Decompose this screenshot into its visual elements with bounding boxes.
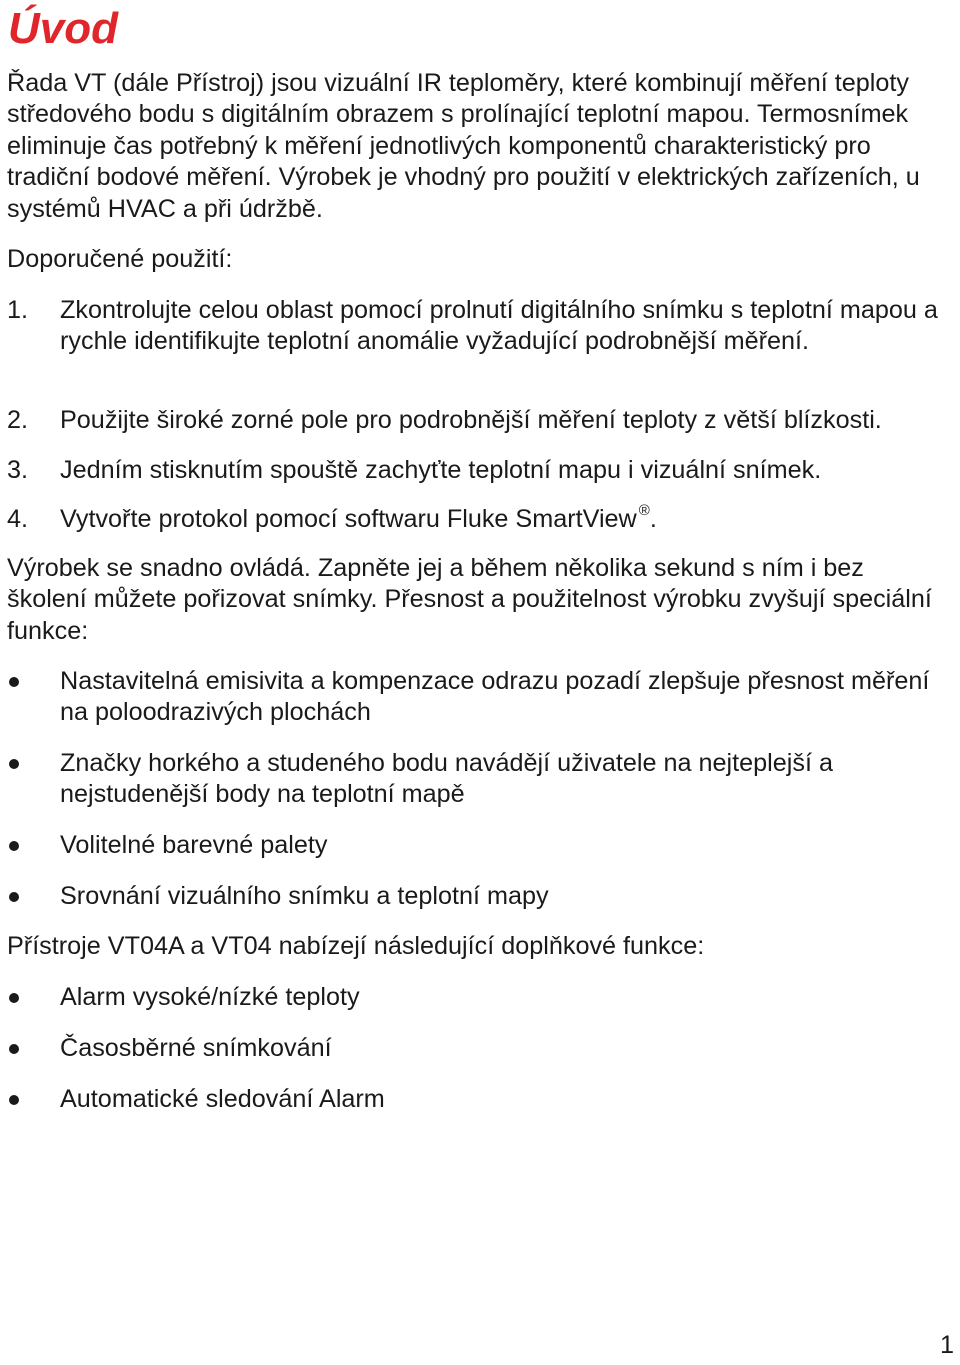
page-title: Úvod	[8, 4, 118, 53]
list-item-text: Jedním stisknutím spouště zachyťte teplotní mapu i vizuální snímek.	[60, 456, 822, 484]
bullet-icon	[9, 1095, 19, 1105]
extra-feature-text: Alarm vysoké/nízké teploty	[60, 983, 360, 1011]
feature-text: Srovnání vizuálního snímku a teplotní mapy	[60, 882, 549, 910]
extra-feature-bullet-item	[7, 982, 950, 1013]
usage-list-item	[7, 295, 950, 358]
list-item-suffix: .	[649, 505, 657, 533]
extra-feature-text: Automatické sledování Alarm	[60, 1085, 385, 1113]
bullet-icon	[9, 841, 19, 851]
intro-paragraph: Řada VT (dále Přístroj) jsou vizuální IR teploměry, které kombinují měření teploty středového bodu s digitálním obrazem s prolínající teplotní mapou. Termosnímek eliminuje čas potřebný k měření jednotlivých komponentů charakteristický pro tradiční bodové měření. Výrobek je vhodný pro použití v elektrických zařízeních, u systémů HVAC a při údržbě.	[7, 69, 920, 223]
ease-of-use-paragraph: Výrobek se snadno ovládá. Zapněte jej a během několika sekund s ním i bez školení můžete pořizovat snímky. Přesnost a použitelnost výrobku zvyšují speciální funkce:	[7, 554, 932, 645]
feature-bullet-item	[7, 881, 950, 912]
bullet-icon	[9, 1044, 19, 1054]
bullet-icon	[9, 677, 19, 687]
usage-list-item	[7, 455, 950, 486]
feature-bullet-item	[7, 748, 950, 811]
list-item-text: Zkontrolujte celou oblast pomocí prolnutí digitálního snímku s teplotní mapou a rychle identifikujte teplotní anomálie vyžadující podrobnější měření.	[60, 296, 938, 356]
bullet-icon	[9, 892, 19, 902]
extra-feature-bullet-item	[7, 1033, 950, 1064]
usage-list-item	[7, 405, 950, 436]
feature-text: Volitelné barevné palety	[60, 831, 328, 859]
list-number: 2.	[7, 406, 29, 434]
list-number: 3.	[7, 456, 29, 484]
recommended-use-label: Doporučené použití:	[7, 245, 233, 273]
feature-text: Značky horkého a studeného bodu navádějí uživatele na nejteplejší a nejstudenější body na teplotní mapě	[60, 749, 833, 809]
extra-feature-bullet-item	[7, 1084, 950, 1115]
feature-text: Nastavitelná emisivita a kompenzace odrazu pozadí zlepšuje přesnost měření na poloodrazivých plochách	[60, 667, 930, 727]
feature-bullet-item	[7, 830, 950, 861]
models-paragraph: Přístroje VT04A a VT04 nabízejí následující doplňkové funkce:	[7, 932, 705, 960]
list-item-main-text: Vytvořte protokol pomocí softwaru Fluke SmartView	[60, 505, 637, 533]
list-number: 1.	[7, 296, 29, 324]
bullet-icon	[9, 993, 19, 1003]
page-number: 1	[939, 1331, 954, 1359]
feature-bullet-item	[7, 666, 950, 729]
list-number: 4.	[7, 505, 29, 533]
extra-feature-text: Časosběrné snímkování	[60, 1034, 332, 1062]
usage-list-item	[7, 504, 950, 535]
list-item-text: Použijte široké zorné pole pro podrobnější měření teploty z větší blízkosti.	[60, 406, 882, 434]
registered-trademark-mark: ®	[638, 502, 650, 519]
list-item-text	[60, 504, 950, 535]
bullet-icon	[9, 759, 19, 769]
